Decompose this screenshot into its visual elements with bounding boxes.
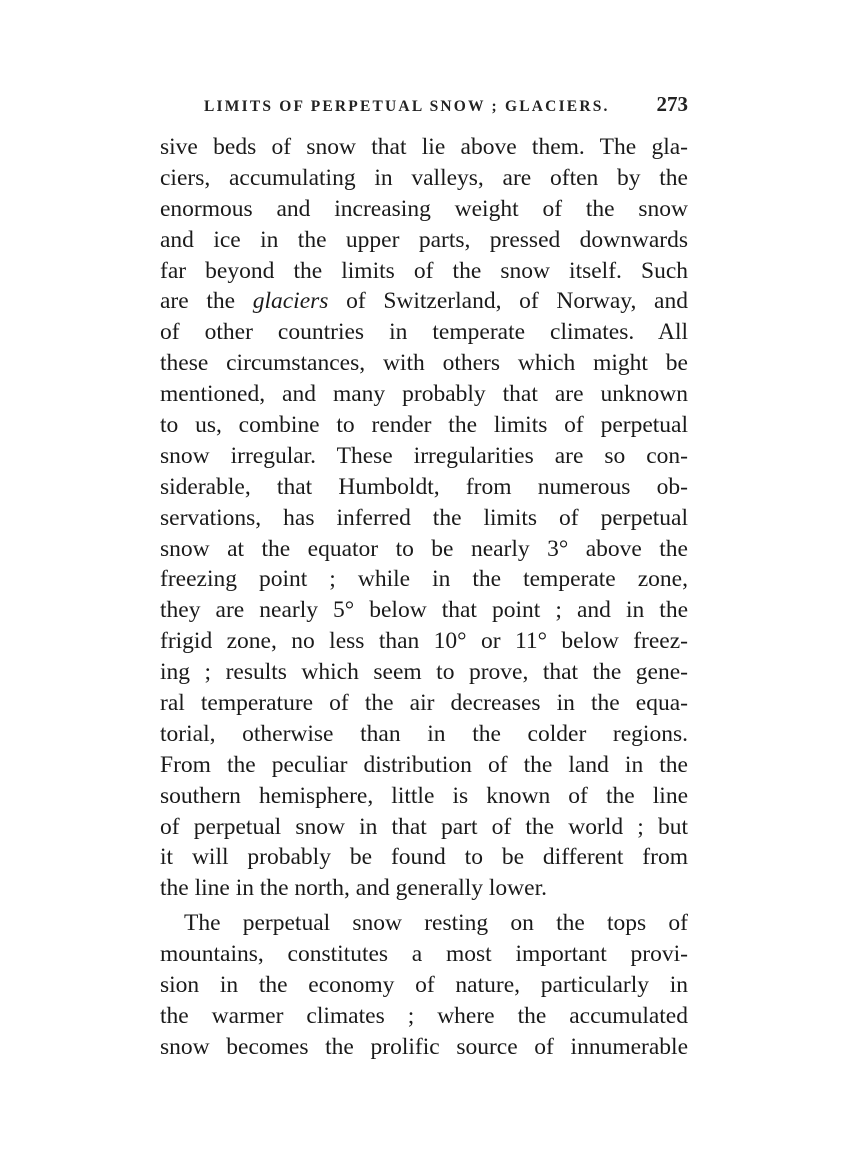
text-line: servations, has inferred the limits of perpetual xyxy=(160,504,688,531)
paragraph-1 xyxy=(160,132,688,904)
text-line: the line in the north, and generally lower. xyxy=(160,875,547,902)
text-fragment: of Switzerland, of Norway, and xyxy=(328,288,688,315)
text-line: of perpetual snow in that part of the world ; but xyxy=(160,813,688,840)
text-line: the warmer climates ; where the accumulated xyxy=(160,1002,688,1029)
running-title: LIMITS OF PERPETUAL SNOW ; GLACIERS. xyxy=(204,98,610,115)
text-line: snow at the equator to be nearly 3° above the xyxy=(160,535,688,562)
text-line: sive beds of snow that lie above them. The gla- xyxy=(160,134,688,160)
text-line: The perpetual snow resting on the tops of xyxy=(184,910,688,937)
text-line: these circumstances, with others which might be xyxy=(160,350,688,377)
text-fragment: are the xyxy=(160,288,253,315)
body-text xyxy=(160,132,688,1063)
text-line: sion in the economy of nature, particularly in xyxy=(160,972,688,999)
text-line: snow irregular. These irregularities are so con- xyxy=(160,442,688,469)
text-line: snow becomes the prolific source of innumerable xyxy=(160,1033,688,1060)
italic-term: glaciers xyxy=(252,288,329,315)
text-line: From the peculiar distribution of the land in the xyxy=(160,751,688,778)
text-line: torial, otherwise than in the colder regions. xyxy=(160,720,688,747)
text-line: enormous and increasing weight of the snow xyxy=(160,195,688,222)
text-line: mentioned, and many probably that are unknown xyxy=(160,381,688,408)
text-line xyxy=(160,286,688,317)
text-line: to us, combine to render the limits of perpetual xyxy=(160,412,688,439)
page-number: 273 xyxy=(656,92,688,116)
text-line: ing ; results which seem to prove, that the gene- xyxy=(160,659,688,686)
text-line: they are nearly 5° below that point ; and in the xyxy=(160,597,688,624)
paragraph-2 xyxy=(160,908,688,1062)
text-line: freezing point ; while in the temperate zone, xyxy=(160,566,688,593)
text-line: southern hemisphere, little is known of the line xyxy=(160,782,688,809)
text-line: ral temperature of the air decreases in the equa- xyxy=(160,690,688,717)
running-head xyxy=(160,92,688,124)
text-line: and ice in the upper parts, pressed downwards xyxy=(160,226,688,253)
text-line: siderable, that Humboldt, from numerous ob- xyxy=(160,473,688,500)
text-line: far beyond the limits of the snow itself. Such xyxy=(160,257,688,284)
text-line: of other countries in temperate climates. All xyxy=(160,319,688,346)
text-line: frigid zone, no less than 10° or 11° below freez- xyxy=(160,628,688,655)
text-line: it will probably be found to be different from xyxy=(160,844,688,871)
text-line: ciers, accumulating in valleys, are often by the xyxy=(160,164,688,191)
text-line: mountains, constitutes a most important provi- xyxy=(160,941,688,968)
